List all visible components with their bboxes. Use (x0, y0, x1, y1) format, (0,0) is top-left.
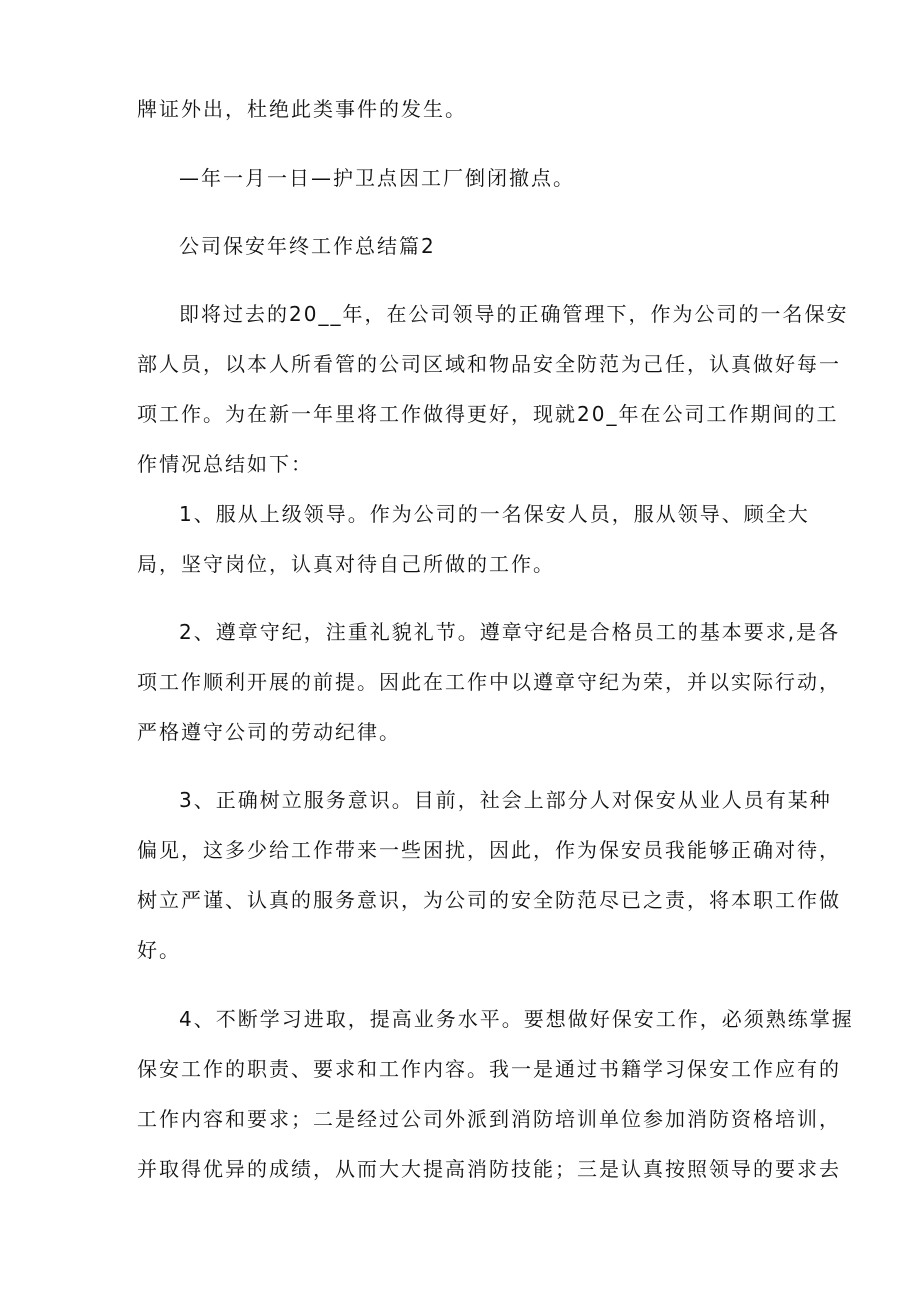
text-line: 局，坚守岗位，认真对待自己所做的工作。 (137, 552, 555, 576)
text-line: —年一月一日—护卫点因工厂倒闭撤点。 (179, 166, 575, 190)
text-line: 偏见，这多少给工作带来一些困扰，因此，作为保安员我能够正确对待， (137, 838, 841, 862)
text-line: 部人员，以本人所看管的公司区域和物品安全防范为己任，认真做好每一 (137, 352, 841, 376)
text-line: 1、服从上级领导。作为公司的一名保安人员，服从领导、顾全大 (179, 502, 810, 526)
text-line: 严格遵守公司的劳动纪律。 (137, 720, 401, 744)
text-line: 项工作。为在新一年里将工作做得更好，现就20_年在公司工作期间的工 (137, 402, 839, 426)
text-line: 并取得优异的成绩，从而大大提高消防技能；三是认真按照领导的要求去 (137, 1157, 841, 1181)
text-line: 好。 (137, 938, 181, 962)
text-line: 4、不断学习进取，提高业务水平。要想做好保安工作，必须熟练掌握 (179, 1007, 854, 1031)
text-line: 3、正确树立服务意识。目前，社会上部分人对保安从业人员有某种 (179, 788, 832, 812)
text-line: 工作内容和要求；二是经过公司外派到消防培训单位参加消防资格培训， (137, 1107, 841, 1131)
text-line: 作情况总结如下： (137, 452, 313, 476)
text-line: 保安工作的职责、要求和工作内容。我一是通过书籍学习保安工作应有的 (137, 1057, 841, 1081)
text-line: 2、遵章守纪，注重礼貌礼节。遵章守纪是合格员工的基本要求,是各 (179, 620, 841, 644)
text-line: 牌证外出，杜绝此类事件的发生。 (137, 97, 467, 121)
section-heading: 公司保安年终工作总结篇2 (179, 234, 436, 258)
text-line: 项工作顺利开展的前提。因此在工作中以遵章守纪为荣，并以实际行动， (137, 670, 841, 694)
text-line: 即将过去的20__年，在公司领导的正确管理下，作为公司的一名保安 (179, 302, 849, 326)
text-line: 树立严谨、认真的服务意识，为公司的安全防范尽已之责，将本职工作做 (137, 888, 841, 912)
